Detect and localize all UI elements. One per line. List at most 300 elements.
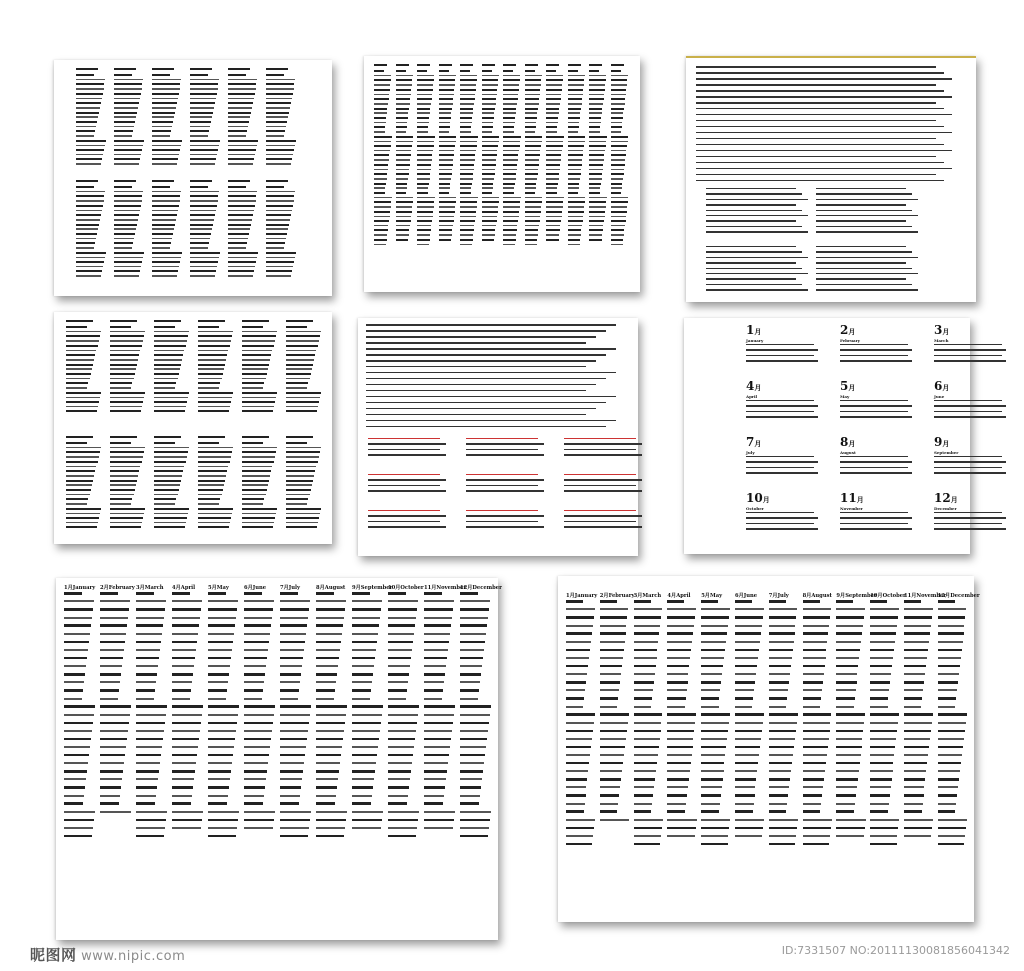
day-row bbox=[589, 141, 606, 143]
day-row bbox=[546, 108, 559, 110]
day-row bbox=[460, 705, 491, 708]
day-row bbox=[266, 126, 286, 128]
day-row bbox=[76, 247, 94, 249]
day-row bbox=[589, 112, 602, 114]
day-row bbox=[701, 843, 727, 846]
day-row bbox=[735, 689, 754, 691]
day-row bbox=[460, 730, 488, 732]
day-row bbox=[482, 122, 494, 124]
day-row bbox=[228, 191, 257, 193]
block-row bbox=[816, 251, 912, 252]
day-row bbox=[136, 633, 162, 635]
day-row bbox=[611, 122, 623, 124]
month-column bbox=[110, 436, 148, 531]
day-row bbox=[735, 673, 756, 675]
day-row bbox=[114, 135, 132, 137]
day-row bbox=[136, 738, 163, 741]
day-row bbox=[114, 210, 140, 212]
day-row bbox=[439, 164, 453, 166]
day-row bbox=[482, 154, 497, 156]
day-row bbox=[589, 98, 604, 100]
day-row bbox=[460, 778, 482, 780]
day-row bbox=[904, 608, 933, 610]
day-row bbox=[735, 697, 753, 700]
day-row bbox=[280, 802, 299, 805]
day-row bbox=[228, 135, 246, 137]
day-row bbox=[503, 201, 520, 203]
day-row bbox=[388, 600, 418, 602]
day-row bbox=[589, 169, 603, 171]
day-row bbox=[803, 625, 830, 627]
day-row bbox=[352, 786, 373, 789]
day-row bbox=[374, 201, 391, 203]
day-row bbox=[568, 126, 579, 128]
block-row bbox=[706, 278, 796, 279]
month-column bbox=[589, 64, 608, 244]
day-row bbox=[76, 163, 101, 165]
day-row bbox=[904, 722, 932, 724]
day-row bbox=[568, 173, 581, 175]
day-row bbox=[172, 795, 192, 797]
day-row bbox=[242, 447, 277, 449]
block-row bbox=[816, 289, 918, 290]
month-unit: 月 bbox=[848, 327, 856, 336]
day-row bbox=[566, 649, 590, 652]
day-row bbox=[244, 819, 274, 822]
day-row bbox=[667, 673, 688, 675]
day-row bbox=[198, 470, 227, 472]
day-row bbox=[190, 93, 217, 95]
month-block bbox=[564, 510, 644, 532]
day-row bbox=[568, 234, 581, 236]
day-row bbox=[244, 746, 270, 748]
day-row bbox=[374, 145, 391, 147]
day-row bbox=[482, 145, 499, 147]
day-row bbox=[460, 187, 471, 189]
month-unit: 月 bbox=[942, 327, 950, 336]
day-row bbox=[938, 810, 956, 813]
day-row bbox=[769, 697, 787, 700]
block-row bbox=[564, 449, 636, 450]
day-row bbox=[769, 843, 795, 846]
mini-month bbox=[934, 436, 1014, 478]
month-name: September bbox=[934, 450, 959, 455]
grid-row bbox=[366, 336, 596, 338]
day-row bbox=[568, 229, 582, 231]
day-row bbox=[634, 754, 658, 756]
month-header: 1月January bbox=[566, 593, 598, 599]
day-row bbox=[152, 154, 179, 156]
day-row bbox=[611, 187, 622, 189]
calendar-template-thumbnail-5[interactable] bbox=[358, 318, 638, 556]
day-row bbox=[152, 214, 177, 216]
month-header-bar bbox=[76, 180, 98, 182]
day-row bbox=[600, 625, 627, 627]
day-row bbox=[136, 819, 166, 822]
week-row bbox=[840, 360, 912, 361]
day-row bbox=[152, 266, 179, 268]
day-row bbox=[110, 498, 132, 500]
day-row bbox=[152, 130, 171, 132]
day-row bbox=[667, 616, 695, 619]
calendar-template-thumbnail-3[interactable] bbox=[686, 56, 976, 302]
day-row bbox=[114, 266, 141, 268]
month-column bbox=[836, 592, 877, 843]
day-row bbox=[352, 770, 375, 773]
day-row bbox=[352, 811, 383, 813]
day-row bbox=[242, 470, 271, 472]
day-row bbox=[172, 624, 199, 627]
day-row bbox=[417, 79, 434, 81]
day-row bbox=[424, 778, 446, 780]
day-row bbox=[64, 827, 93, 829]
day-row bbox=[280, 705, 311, 708]
day-row bbox=[525, 216, 541, 218]
day-row bbox=[242, 522, 274, 524]
day-row bbox=[938, 843, 964, 846]
grid-row bbox=[366, 342, 586, 344]
day-row bbox=[546, 220, 561, 222]
day-row bbox=[417, 108, 430, 110]
month-column bbox=[64, 584, 97, 843]
day-row bbox=[938, 730, 965, 733]
day-row bbox=[460, 722, 489, 725]
day-row bbox=[735, 778, 756, 781]
day-row bbox=[938, 770, 960, 772]
day-row bbox=[244, 633, 270, 635]
day-row bbox=[735, 754, 759, 756]
day-row bbox=[110, 503, 131, 505]
month-column bbox=[266, 68, 298, 168]
day-row bbox=[503, 94, 518, 96]
day-row bbox=[374, 244, 386, 246]
block-row bbox=[466, 510, 538, 511]
month-column bbox=[460, 64, 479, 248]
block-row bbox=[816, 193, 912, 194]
day-row bbox=[482, 216, 498, 218]
block-row bbox=[706, 215, 808, 216]
calendar-template-thumbnail-2[interactable] bbox=[364, 56, 640, 292]
day-row bbox=[424, 714, 454, 716]
day-row bbox=[439, 75, 456, 77]
day-row bbox=[634, 608, 663, 610]
grid-row bbox=[696, 84, 936, 86]
day-row bbox=[546, 103, 560, 105]
day-row bbox=[208, 722, 237, 725]
day-row bbox=[667, 786, 687, 788]
day-row bbox=[154, 401, 187, 403]
day-row bbox=[417, 75, 434, 77]
day-row bbox=[566, 657, 589, 659]
day-row bbox=[482, 229, 496, 231]
day-row bbox=[938, 819, 967, 821]
day-row bbox=[938, 616, 966, 619]
day-row bbox=[154, 498, 176, 500]
day-row bbox=[172, 722, 201, 725]
day-row bbox=[172, 827, 201, 829]
day-row bbox=[266, 200, 294, 202]
day-row bbox=[439, 229, 453, 231]
block-row bbox=[564, 485, 636, 486]
day-row bbox=[208, 811, 239, 813]
month-name: April bbox=[746, 394, 758, 399]
day-row bbox=[208, 698, 226, 700]
month-name: June bbox=[934, 394, 945, 399]
month-column bbox=[190, 180, 222, 280]
day-row bbox=[667, 722, 695, 724]
day-row bbox=[100, 802, 119, 805]
day-row bbox=[152, 135, 170, 137]
day-row bbox=[64, 811, 95, 813]
month-number-value: 9 bbox=[934, 435, 943, 449]
day-row bbox=[154, 382, 176, 384]
day-row bbox=[938, 673, 959, 675]
day-row bbox=[424, 722, 453, 725]
block-row bbox=[466, 485, 538, 486]
day-row bbox=[110, 326, 131, 328]
day-row bbox=[244, 641, 269, 644]
month-header-bar bbox=[568, 64, 581, 66]
day-row bbox=[836, 819, 865, 821]
day-row bbox=[110, 489, 135, 491]
day-row bbox=[242, 382, 264, 384]
day-row bbox=[870, 803, 889, 805]
day-row bbox=[152, 270, 178, 272]
day-row bbox=[190, 257, 219, 259]
month-header-bar bbox=[114, 180, 136, 182]
day-row bbox=[110, 368, 136, 370]
block-row bbox=[706, 193, 802, 194]
day-row bbox=[503, 145, 520, 147]
calendar-template-thumbnail-6[interactable] bbox=[684, 318, 970, 554]
block-row bbox=[706, 273, 808, 274]
day-row bbox=[460, 220, 475, 222]
day-row bbox=[482, 94, 497, 96]
day-row bbox=[114, 275, 139, 277]
day-row bbox=[136, 673, 157, 676]
day-row bbox=[374, 84, 390, 86]
day-row bbox=[100, 649, 124, 651]
day-row bbox=[136, 592, 154, 595]
day-row bbox=[396, 234, 409, 236]
day-row bbox=[286, 335, 320, 337]
day-row bbox=[172, 617, 200, 619]
day-row bbox=[388, 778, 410, 780]
day-row bbox=[198, 442, 219, 444]
day-row bbox=[439, 112, 452, 114]
day-row bbox=[396, 98, 411, 100]
day-row bbox=[396, 131, 407, 133]
day-row bbox=[904, 778, 925, 781]
month-number bbox=[840, 492, 920, 506]
week-row bbox=[934, 416, 1006, 417]
day-row bbox=[546, 164, 560, 166]
block-row bbox=[564, 474, 636, 475]
day-row bbox=[76, 252, 106, 254]
calendar-template-thumbnail-4[interactable] bbox=[54, 312, 332, 544]
day-row bbox=[503, 169, 517, 171]
day-row bbox=[100, 754, 125, 757]
day-row bbox=[735, 730, 762, 733]
day-row bbox=[870, 722, 898, 724]
day-row bbox=[667, 665, 689, 668]
day-row bbox=[316, 673, 337, 676]
day-row bbox=[439, 84, 455, 86]
day-row bbox=[439, 103, 453, 105]
day-row bbox=[589, 94, 604, 96]
day-row bbox=[870, 827, 898, 830]
day-row bbox=[244, 624, 271, 627]
day-row bbox=[546, 169, 560, 171]
day-row bbox=[701, 616, 729, 619]
day-row bbox=[546, 117, 558, 119]
grid-row bbox=[366, 378, 606, 380]
day-row bbox=[190, 163, 215, 165]
month-header-bar bbox=[266, 180, 288, 182]
month-header: 2月February bbox=[599, 593, 635, 599]
day-row bbox=[904, 746, 929, 749]
day-row bbox=[503, 178, 516, 180]
day-row bbox=[388, 819, 418, 822]
day-row bbox=[460, 633, 486, 635]
day-row bbox=[396, 112, 409, 114]
day-row bbox=[701, 600, 718, 603]
calendar-template-thumbnail-8[interactable] bbox=[558, 576, 980, 922]
day-row bbox=[611, 108, 624, 110]
day-row bbox=[803, 657, 826, 659]
day-row bbox=[525, 79, 542, 81]
day-row bbox=[396, 117, 408, 119]
day-row bbox=[735, 657, 758, 659]
grid-row bbox=[366, 360, 596, 362]
day-row bbox=[870, 843, 896, 846]
grid-row bbox=[696, 66, 936, 68]
week-row bbox=[934, 355, 1002, 356]
month-header-bar bbox=[66, 436, 93, 438]
day-row bbox=[417, 192, 428, 194]
day-row bbox=[266, 233, 287, 235]
day-row bbox=[280, 746, 306, 748]
day-row bbox=[388, 714, 418, 716]
day-row bbox=[460, 714, 490, 716]
day-row bbox=[374, 164, 388, 166]
week-row bbox=[934, 517, 1006, 518]
day-row bbox=[439, 136, 457, 138]
day-row bbox=[374, 131, 385, 133]
day-row bbox=[136, 617, 164, 619]
day-row bbox=[396, 122, 408, 124]
day-row bbox=[439, 173, 452, 175]
month-number bbox=[746, 380, 826, 394]
day-row bbox=[836, 697, 854, 700]
day-row bbox=[460, 206, 477, 208]
day-row bbox=[667, 681, 687, 684]
grid-row bbox=[696, 150, 952, 152]
block-row bbox=[816, 246, 906, 247]
calendar-template-thumbnail-1[interactable] bbox=[54, 60, 332, 296]
day-row bbox=[244, 778, 266, 780]
calendar-template-thumbnail-7[interactable] bbox=[56, 578, 502, 940]
day-row bbox=[66, 373, 91, 375]
day-row bbox=[154, 508, 189, 510]
day-row bbox=[64, 592, 82, 595]
day-row bbox=[242, 345, 274, 347]
day-row bbox=[396, 154, 411, 156]
day-row bbox=[152, 233, 173, 235]
day-row bbox=[190, 158, 216, 160]
day-row bbox=[242, 494, 266, 496]
day-row bbox=[460, 173, 473, 175]
day-row bbox=[803, 827, 831, 830]
month-column bbox=[546, 64, 565, 244]
day-row bbox=[228, 145, 257, 147]
day-row bbox=[316, 778, 338, 780]
day-row bbox=[870, 835, 897, 837]
day-row bbox=[66, 364, 93, 366]
day-row bbox=[152, 228, 174, 230]
day-row bbox=[66, 331, 101, 333]
month-unit: 月 bbox=[848, 383, 856, 392]
day-row bbox=[388, 641, 413, 644]
day-row bbox=[152, 149, 180, 151]
day-row bbox=[110, 508, 145, 510]
day-row bbox=[110, 494, 134, 496]
day-row bbox=[198, 484, 224, 486]
day-row bbox=[198, 326, 219, 328]
day-row bbox=[836, 722, 864, 724]
day-row bbox=[154, 522, 186, 524]
month-header-bar bbox=[152, 68, 174, 70]
day-row bbox=[568, 145, 585, 147]
day-row bbox=[100, 665, 122, 667]
day-row bbox=[152, 186, 170, 188]
month-header-bar bbox=[190, 180, 212, 182]
day-row bbox=[286, 359, 314, 361]
day-row bbox=[190, 154, 217, 156]
day-row bbox=[352, 689, 371, 692]
month-header-bar bbox=[396, 64, 409, 66]
day-row bbox=[242, 442, 263, 444]
day-row bbox=[114, 107, 138, 109]
day-row bbox=[64, 641, 89, 644]
day-row bbox=[503, 225, 517, 227]
day-row bbox=[460, 112, 473, 114]
day-row bbox=[525, 229, 539, 231]
day-row bbox=[396, 183, 408, 185]
day-row bbox=[352, 698, 370, 700]
day-row bbox=[280, 770, 303, 773]
day-row bbox=[136, 665, 158, 667]
day-row bbox=[66, 397, 100, 399]
day-row bbox=[190, 247, 208, 249]
day-row bbox=[208, 714, 238, 716]
block-row bbox=[816, 257, 918, 258]
block-row bbox=[706, 268, 802, 269]
day-row bbox=[76, 116, 98, 118]
day-row bbox=[566, 843, 592, 846]
day-row bbox=[172, 633, 198, 635]
day-row bbox=[66, 410, 97, 412]
month-header: 12月December bbox=[937, 593, 980, 599]
day-row bbox=[286, 522, 318, 524]
month-column bbox=[286, 436, 324, 531]
day-row bbox=[110, 475, 138, 477]
block-row bbox=[706, 188, 796, 189]
day-row bbox=[190, 140, 220, 142]
day-row bbox=[190, 191, 219, 193]
day-row bbox=[136, 705, 167, 708]
day-row bbox=[208, 624, 235, 627]
